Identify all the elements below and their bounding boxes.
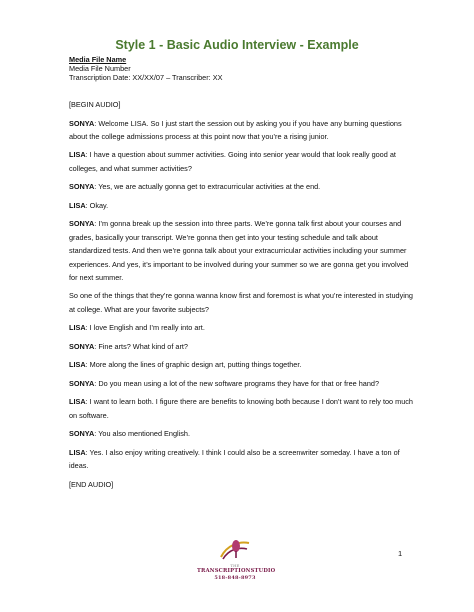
transcript-paragraph — [69, 427, 414, 440]
transcript-paragraph — [69, 148, 414, 175]
transcript-paragraph — [69, 98, 414, 111]
speaker-label: SONYA — [69, 378, 95, 388]
speaker-label: SONYA — [69, 429, 95, 439]
speaker-label: SONYA — [69, 118, 95, 128]
speaker-label: LISA — [69, 360, 86, 370]
transcription-info: Transcription Date: XX/XX/07 – Transcriber: XX — [69, 73, 223, 82]
page-number: 1 — [398, 549, 403, 558]
logo-phone-number: 518-848-8973 — [214, 575, 256, 581]
transcript-paragraph — [69, 117, 414, 144]
transcript-paragraph — [69, 377, 414, 390]
microphone-swoosh-icon — [217, 537, 253, 563]
logo-small-text: THE — [230, 563, 240, 568]
transcript-paragraph — [69, 180, 414, 193]
transcript-paragraph — [69, 217, 414, 284]
speaker-label: SONYA — [69, 341, 95, 351]
paragraph-text: : Yes. I also enjoy writing creatively. I think I could also be a screenwriter someday. I have a ton of ideas. — [69, 447, 400, 471]
speaker-label: SONYA — [69, 219, 95, 229]
paragraph-text: : Yes, we are actually gonna get to extracurricular activities at the end. — [94, 182, 321, 192]
paragraph-text: : I’m gonna break up the session into three parts. We’re gonna talk first about your courses and grades, basically your transcript. We’re gonna then get into your testing schedule and talk about standardized tests. And then we’re gonna talk about your extracurricular activities including your summer experiences. And yes, it’s important to be involved during your summer so we are gonna get you involved for next summer. — [69, 219, 409, 282]
speaker-label: LISA — [69, 447, 86, 457]
media-file-number: Media File Number — [69, 64, 131, 73]
paragraph-text: : More along the lines of graphic design art, putting things together. — [85, 360, 302, 370]
transcript-paragraph — [69, 321, 414, 334]
paragraph-text: : You also mentioned English. — [94, 429, 191, 439]
paragraph-text: : I have a question about summer activities. Going into senior year would that look really good at colleges, and what summer activities? — [69, 150, 396, 173]
transcription-studio-logo — [197, 537, 276, 591]
media-file-name: Media File Name — [69, 55, 127, 64]
speaker-label: LISA — [69, 200, 86, 210]
speaker-label: LISA — [69, 323, 86, 333]
document-title: Style 1 - Basic Audio Interview - Example — [115, 38, 359, 52]
paragraph-text: [END AUDIO] — [69, 479, 114, 489]
transcript-paragraph — [69, 340, 414, 353]
logo-brand-name: TRANSCRIPTIONSTUDIO — [197, 568, 276, 574]
speaker-label: LISA — [69, 397, 86, 407]
transcript-body — [69, 98, 414, 496]
paragraph-text: : Welcome LISA. So I just start the session out by asking you if you have any burning questions about the college admissions process at this point now that you’re a rising junior. — [69, 118, 402, 141]
paragraph-text: : Okay. — [85, 200, 109, 210]
transcript-paragraph — [69, 289, 414, 316]
paragraph-text: : Fine arts? What kind of art? — [94, 341, 188, 351]
speaker-label: SONYA — [69, 182, 95, 192]
transcript-paragraph — [69, 199, 414, 212]
paragraph-text: : Do you mean using a lot of the new software programs they have for that or free hand? — [94, 378, 380, 388]
transcript-paragraph — [69, 446, 414, 473]
paragraph-text: So one of the things that they’re gonna wanna know first and foremost is what you’re interested in studying at college. What are your favorite subjects? — [69, 291, 413, 314]
paragraph-text: : I want to learn both. I figure there are benefits to knowing both because I don’t want to rely too much on software. — [69, 397, 413, 420]
paragraph-text: : I love English and I’m really into art. — [85, 323, 205, 333]
speaker-label: LISA — [69, 150, 86, 160]
transcript-paragraph — [69, 358, 414, 371]
transcript-paragraph — [69, 478, 414, 491]
transcript-paragraph — [69, 395, 414, 422]
paragraph-text: [BEGIN AUDIO] — [69, 100, 121, 109]
media-metadata — [69, 55, 222, 82]
